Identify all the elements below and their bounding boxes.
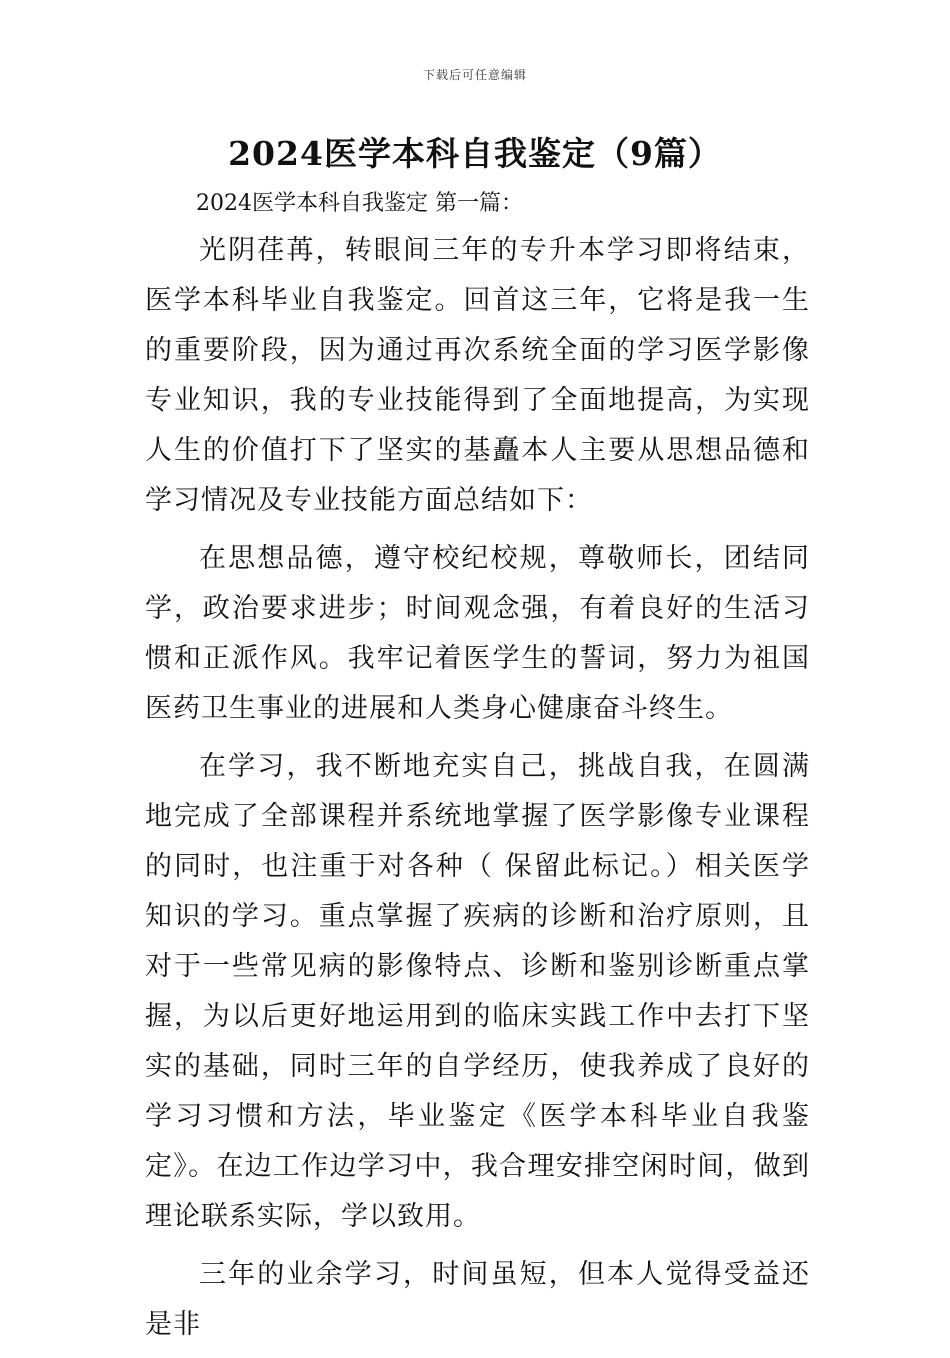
section-label: 2024医学本科自我鉴定 第一篇：	[196, 191, 523, 216]
paragraph-2: 在思想品德，遵守校纪校规，尊敬师长，团结同学，政治要求进步；时间观念强，有着良好的生活习惯和正派作风。我牢记着医学生的誓词，努力为祖国医药卫生事业的进展和人类身心健康奋斗终生。	[145, 543, 810, 724]
header-note: 下载后可任意编辑	[422, 68, 527, 82]
page-title: 2024医学本科自我鉴定（9篇）	[228, 134, 722, 173]
document-body	[145, 226, 810, 1358]
paragraph-1: 光阴荏苒，转眼间三年的专升本学习即将结束，医学本科毕业自我鉴定。回首这三年，它将是我一生的重要阶段，因为通过再次系统全面的学习医学影像专业知识，我的专业技能得到了全面地提高，为实现人生的价值打下了坚实的基矗本人主要从思想品德和学习情况及专业技能方面总结如下：	[145, 235, 810, 516]
paragraph-3: 在学习，我不断地充实自己，挑战自我，在圆满地完成了全部课程并系统地掌握了医学影像专业课程的同时，也注重于对各种（ 保留此标记。）相关医学知识的学习。重点掌握了疾病的诊断和治疗原则，且对于一些常见病的影像特点、诊断和鉴别诊断重点掌握，为以后更好地运用到的临床实践工作中去打下坚实的基础，同时三年的自学经历，使我养成了良好的学习习惯和方法，毕业鉴定《医学本科毕业自我鉴定》。在边工作边学习中，我合理安排空闲时间，做到理论联系实际，学以致用。	[145, 751, 810, 1232]
paragraph-4: 三年的业余学习，时间虽短，但本人觉得受益还是非	[145, 1259, 810, 1340]
